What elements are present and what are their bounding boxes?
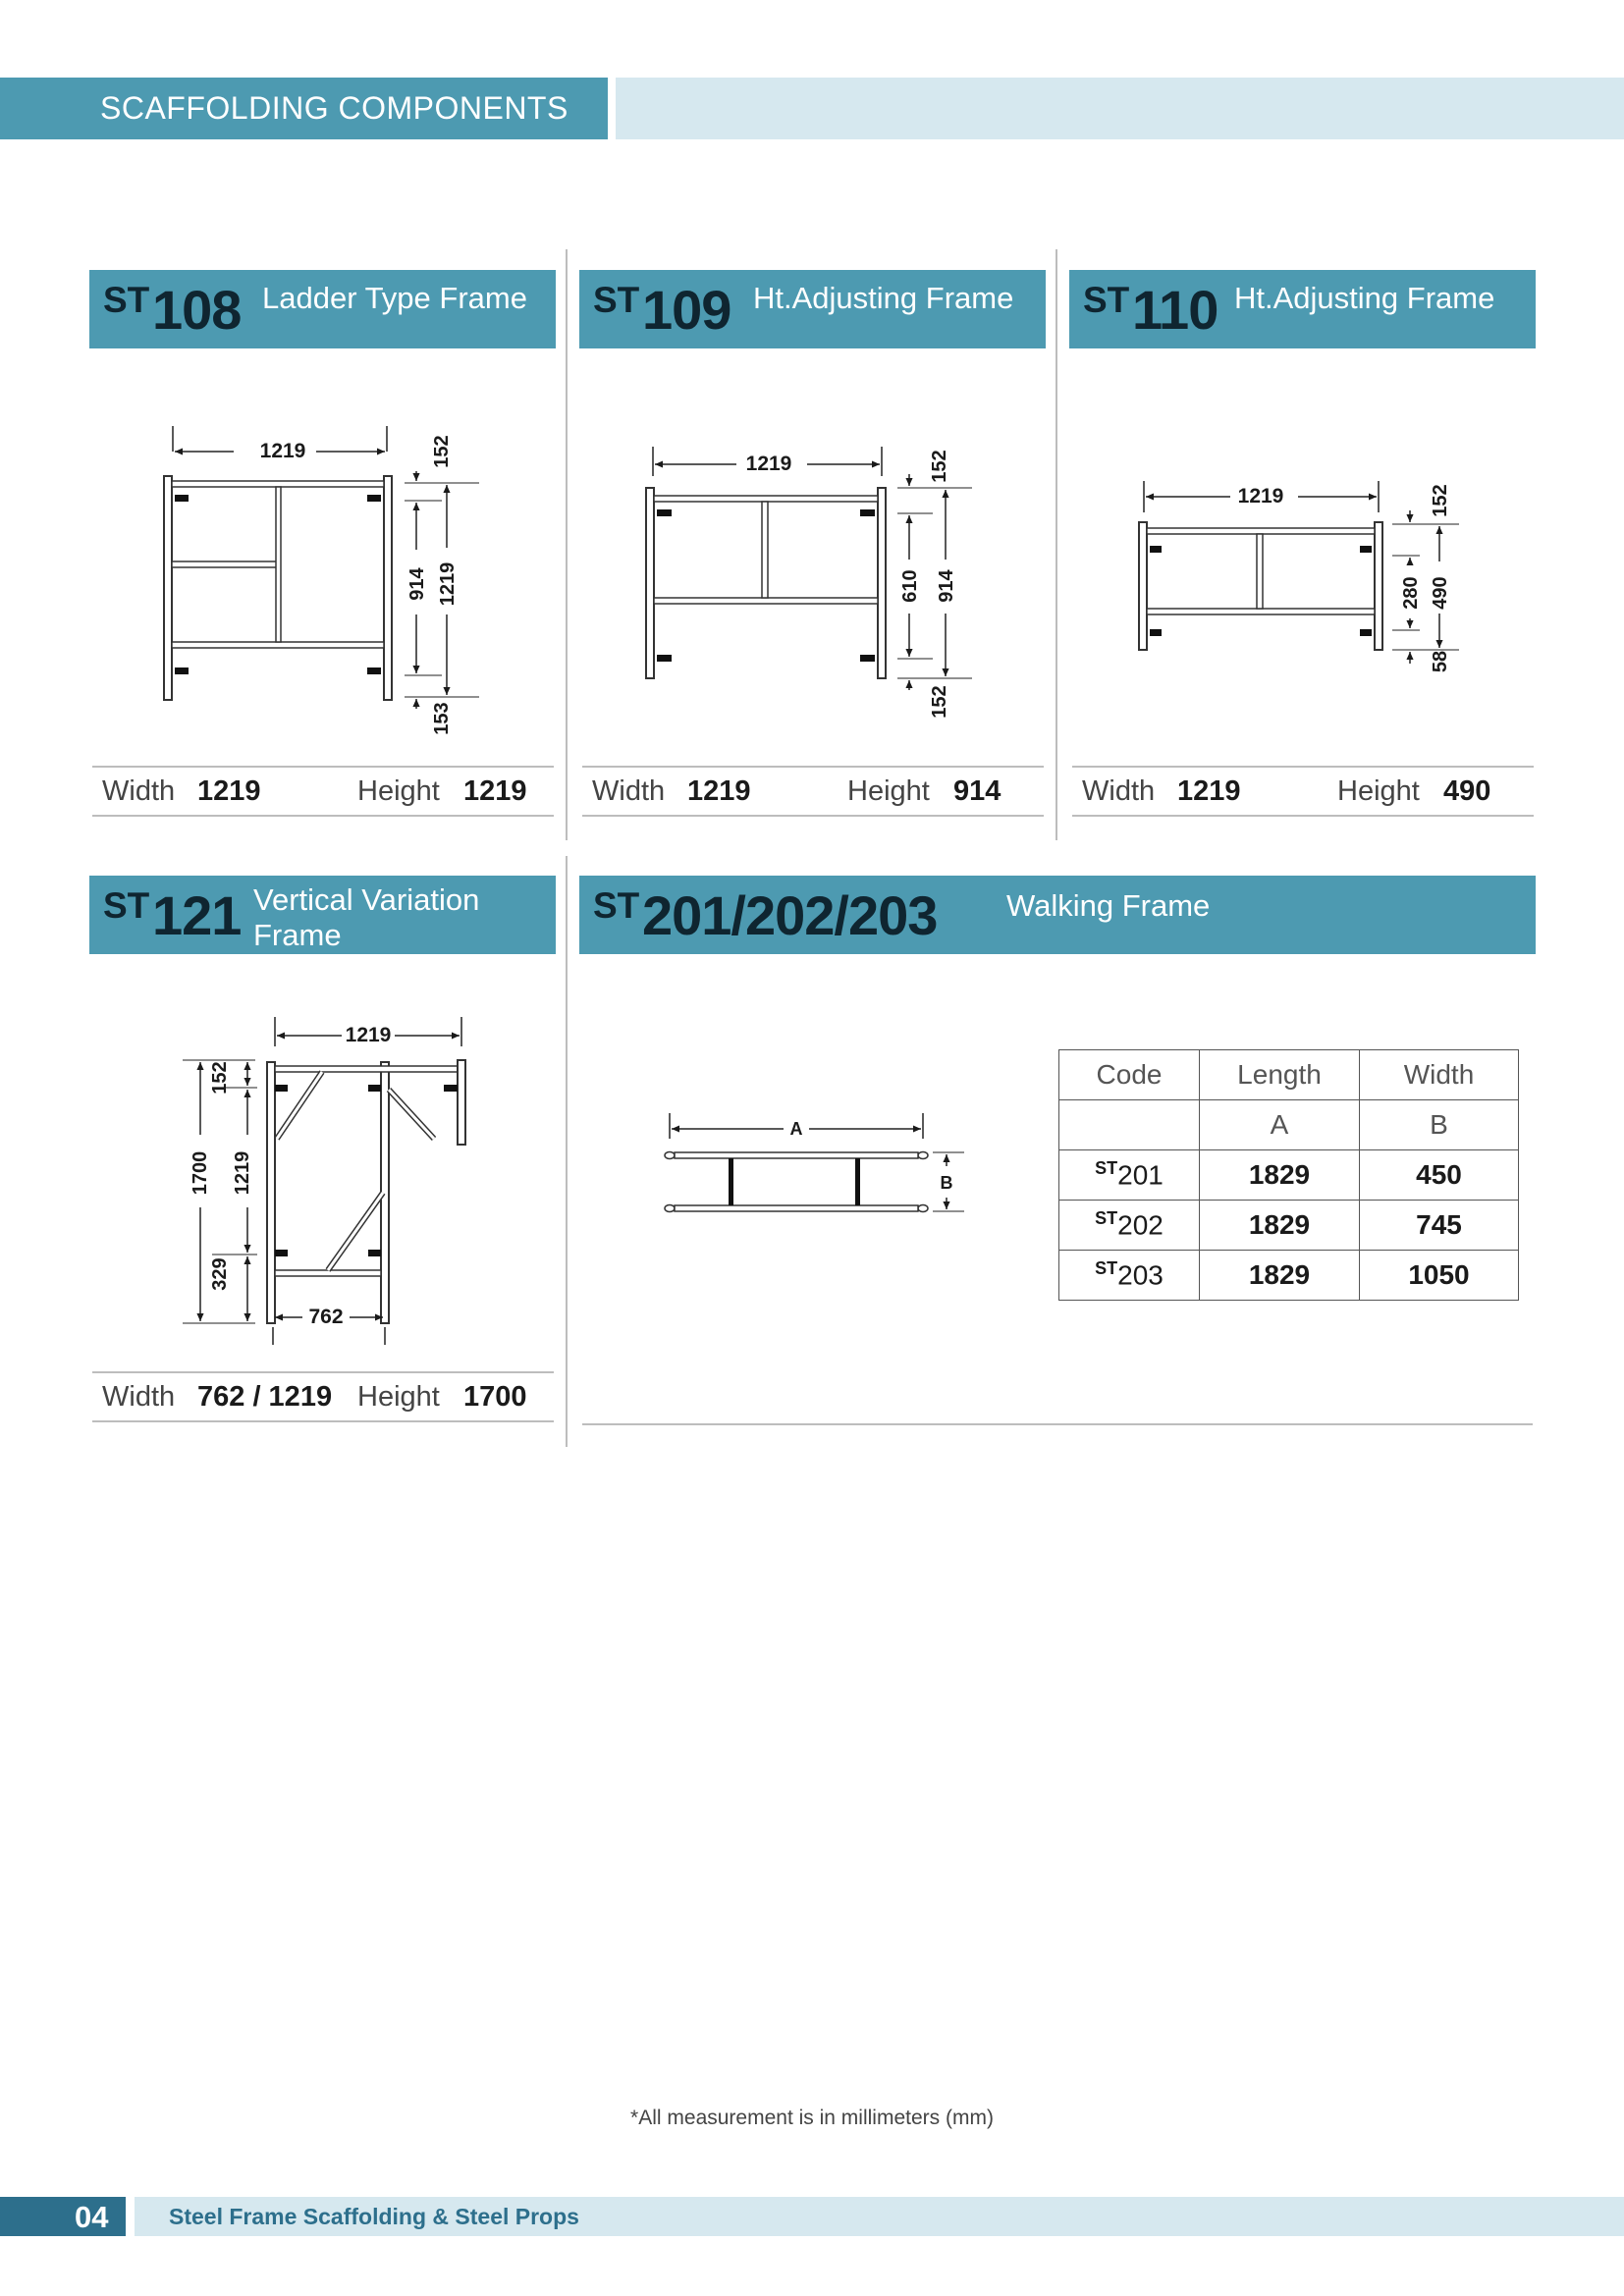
dim-1219: 1219	[437, 561, 459, 607]
spec-row-st108	[92, 766, 554, 817]
footnote: *All measurement is in millimeters (mm)	[630, 2107, 994, 2129]
section-divider	[582, 1423, 1533, 1425]
length-cell: 1829	[1200, 1150, 1360, 1201]
product-header-st108	[89, 270, 556, 348]
product-number: 108	[152, 279, 242, 341]
col-code: Code	[1059, 1050, 1200, 1100]
code-cell: $^{ST}$203	[1059, 1251, 1200, 1301]
code-cell: $^{ST}$202	[1059, 1201, 1200, 1251]
column-divider	[566, 856, 568, 1447]
subcol-length: A	[1200, 1100, 1360, 1150]
product-prefix: ST	[593, 885, 640, 926]
dim-610: 610	[899, 569, 921, 603]
st110-frame-drawing	[1129, 471, 1463, 687]
dim-top: 1219	[259, 440, 306, 462]
column-divider	[566, 249, 568, 840]
table-row	[1059, 1251, 1519, 1301]
footer-title: Steel Frame Scaffolding & Steel Props	[169, 2204, 579, 2229]
table-row	[1059, 1201, 1519, 1251]
dim-152: 152	[209, 1061, 231, 1095]
height-label: Height	[357, 1381, 440, 1413]
spec-row-st110	[1072, 766, 1534, 817]
product-header-st110	[1069, 270, 1536, 348]
dim-914: 914	[406, 567, 428, 601]
dim-152: 152	[1430, 484, 1451, 517]
dim-152: 152	[431, 435, 453, 468]
product-header-st121	[89, 876, 556, 954]
product-name: Ht.Adjusting Frame	[753, 281, 1014, 315]
subcol-code	[1059, 1100, 1200, 1150]
width-value: 1219	[197, 775, 261, 807]
product-prefix: ST	[103, 885, 150, 926]
width-label: Width	[102, 775, 176, 807]
width-label: Width	[102, 1381, 176, 1413]
height-label: Height	[1337, 775, 1420, 807]
product-number: 110	[1132, 279, 1218, 341]
page-title: SCAFFOLDING COMPONENTS	[100, 90, 568, 126]
product-name-line1: Vertical Variation	[253, 882, 480, 917]
st108-frame-drawing	[147, 422, 501, 746]
st109-frame-drawing	[638, 437, 972, 731]
dim-152-top: 152	[929, 450, 950, 483]
product-prefix: ST	[593, 280, 640, 320]
subcol-width: B	[1360, 1100, 1519, 1150]
width-value: 1219	[1177, 775, 1241, 807]
height-value: 490	[1443, 775, 1491, 807]
dim-490: 490	[1430, 576, 1451, 610]
dim-bottom: 762	[308, 1306, 344, 1328]
product-header-st109	[579, 270, 1046, 348]
dim-b: B	[940, 1173, 953, 1193]
height-label: Height	[357, 775, 440, 807]
height-value: 1700	[463, 1381, 527, 1413]
dim-280: 280	[1400, 576, 1422, 610]
length-cell: 1829	[1200, 1251, 1360, 1301]
dim-top: 1219	[745, 453, 792, 475]
dim-a: A	[789, 1119, 803, 1139]
product-prefix: ST	[1083, 280, 1130, 320]
length-cell: 1829	[1200, 1201, 1360, 1251]
width-label: Width	[1082, 775, 1156, 807]
width-cell: 450	[1360, 1150, 1519, 1201]
product-name: Ladder Type Frame	[262, 281, 527, 315]
height-label: Height	[847, 775, 930, 807]
dim-329: 329	[209, 1257, 231, 1291]
product-number: 109	[642, 279, 731, 341]
walking-frame-drawing	[658, 1109, 972, 1227]
spec-row-st121	[92, 1371, 554, 1422]
dim-top: 1219	[1237, 485, 1284, 507]
product-number: 201/202/203	[642, 884, 938, 946]
dim-914: 914	[936, 569, 957, 603]
product-name: Walking Frame	[1006, 888, 1211, 923]
table-row	[1059, 1150, 1519, 1201]
dim-152-bottom: 152	[929, 685, 950, 719]
st121-frame-drawing	[177, 1011, 491, 1345]
product-name: Ht.Adjusting Frame	[1234, 281, 1495, 315]
dim-153: 153	[431, 702, 453, 735]
product-number: 121	[152, 884, 242, 946]
dim-1219: 1219	[232, 1150, 253, 1196]
walking-frame-table	[1058, 1049, 1519, 1301]
dim-top: 1219	[345, 1024, 392, 1046]
width-value: 762 / 1219	[197, 1381, 333, 1413]
height-value: 914	[953, 775, 1001, 807]
product-prefix: ST	[103, 280, 150, 320]
page-number: 04	[75, 2200, 109, 2234]
table-header-row	[1059, 1050, 1519, 1100]
dim-1700: 1700	[189, 1150, 211, 1196]
product-header-st201	[579, 876, 1536, 954]
col-width: Width	[1360, 1050, 1519, 1100]
header-band-light	[616, 78, 1624, 139]
col-length: Length	[1200, 1050, 1360, 1100]
column-divider	[1056, 249, 1057, 840]
height-value: 1219	[463, 775, 527, 807]
product-name-line2: Frame	[253, 918, 342, 952]
width-cell: 1050	[1360, 1251, 1519, 1301]
code-cell: $^{ST}$201	[1059, 1150, 1200, 1201]
table-subheader-row	[1059, 1100, 1519, 1150]
dim-58: 58	[1430, 650, 1451, 673]
width-value: 1219	[687, 775, 751, 807]
spec-row-st109	[582, 766, 1044, 817]
width-label: Width	[592, 775, 666, 807]
width-cell: 745	[1360, 1201, 1519, 1251]
